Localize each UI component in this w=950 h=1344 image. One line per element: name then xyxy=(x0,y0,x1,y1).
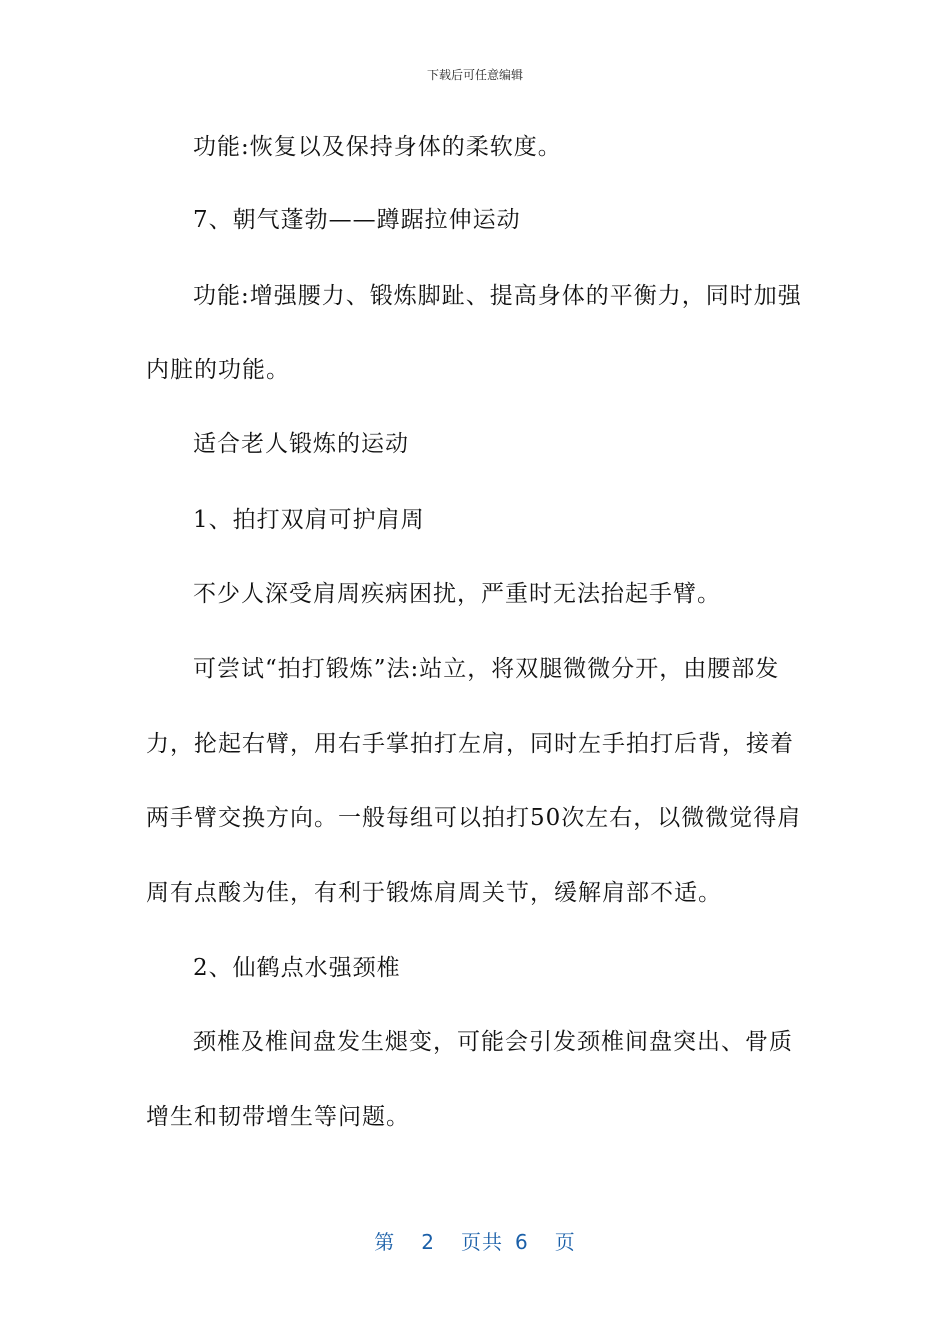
paragraph-line: 功能:增强腰力、锻炼脚趾、提高身体的平衡力，同时加强 xyxy=(193,283,802,309)
page-header xyxy=(0,66,950,83)
section-heading: 适合老人锻炼的运动 xyxy=(193,431,409,457)
section-heading: 7、朝气蓬勃——蹲踞拉伸运动 xyxy=(193,207,521,233)
footer-suffix: 页 xyxy=(554,1230,576,1254)
paragraph-line: 颈椎及椎间盘发生煺变，可能会引发颈椎间盘突出、骨质 xyxy=(193,1029,793,1055)
paragraph-line: 不少人深受肩周疾病困扰，严重时无法抬起手臂。 xyxy=(193,581,721,607)
header-text: 下载后可任意编辑 xyxy=(426,68,523,82)
section-heading: 2、仙鹤点水强颈椎 xyxy=(193,955,401,981)
section-heading: 1、拍打双肩可护肩周 xyxy=(193,507,425,533)
footer-middle: 页共 xyxy=(461,1230,503,1254)
paragraph-line: 增生和韧带增生等问题。 xyxy=(146,1104,410,1130)
paragraph-line: 内脏的功能。 xyxy=(146,357,290,383)
footer-current-page: 2 xyxy=(421,1230,435,1254)
paragraph-line: 力，抡起右臂，用右手掌拍打左肩，同时左手拍打后背，接着 xyxy=(146,731,794,757)
paragraph-line: 可尝试“拍打锻炼”法:站立，将双腿微微分开，由腰部发 xyxy=(193,656,780,682)
page-footer xyxy=(0,1226,950,1255)
paragraph-line: 功能:恢复以及保持身体的柔软度。 xyxy=(193,134,562,160)
footer-total-pages: 6 xyxy=(515,1230,529,1254)
paragraph-line: 周有点酸为佳，有利于锻炼肩周关节，缓解肩部不适。 xyxy=(146,880,722,906)
paragraph-line: 两手臂交换方向。一般每组可以拍打50次左右，以微微觉得肩 xyxy=(146,805,802,831)
footer-prefix: 第 xyxy=(374,1230,396,1254)
